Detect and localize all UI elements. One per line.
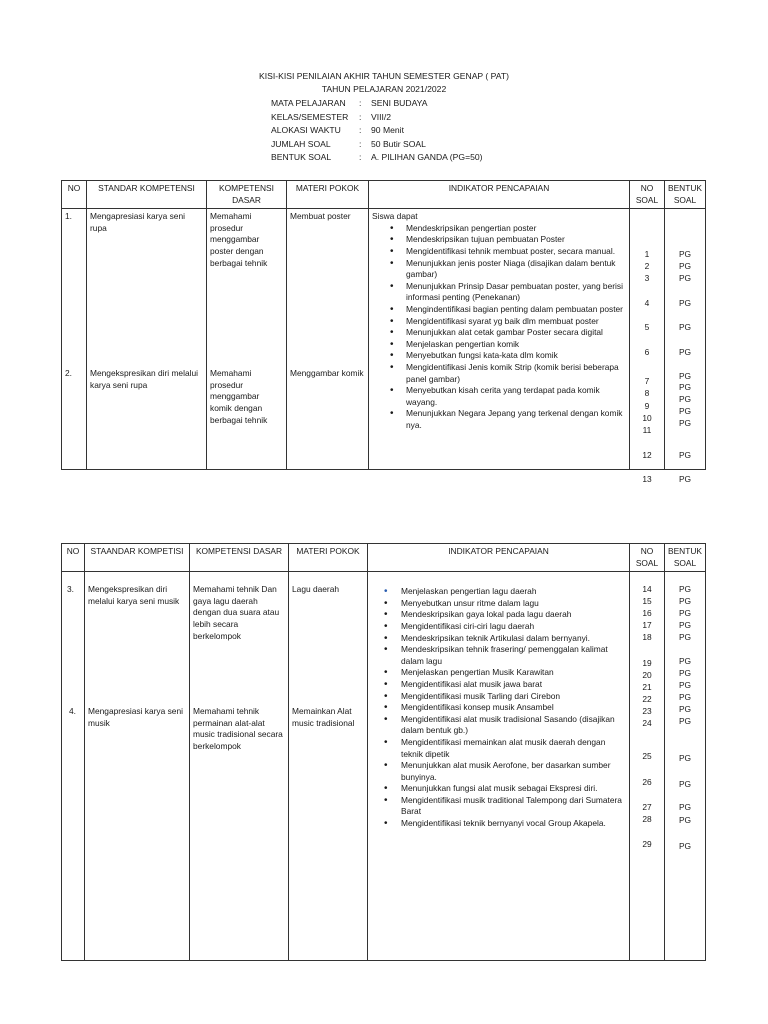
no-soal: 6 (644, 347, 650, 358)
bentuk-soal: PG (678, 261, 692, 272)
materi-pokok-text: Lagu daerah (292, 584, 340, 595)
indikator-item: • Mendeskripsikan gaya lokal pada lagu daerah (371, 609, 626, 621)
bentuk-soal: PG (678, 394, 692, 405)
kompetensi-dasar-text: Memahami tehnik permainan alat-alat music tradisional secara berkelompok (193, 706, 283, 751)
info-block (271, 97, 483, 165)
indikator-item: • Mengidentifikasi syarat yg baik dlm membuat poster (372, 316, 626, 328)
indikator-item: • Mengidentifikasi musik Tarling dari Cirebon (371, 691, 626, 703)
table-row (62, 572, 706, 961)
cell-no-soal (630, 209, 665, 485)
no-soal: 14 (642, 584, 652, 595)
info-colon: : (359, 98, 362, 108)
no-soal: 27 (642, 802, 652, 813)
info-value: SENI BUDAYA (371, 98, 428, 108)
indikator-item: • Menunjukkan alat cetak gambar Poster secara digital (372, 327, 626, 339)
no-soal: 1 (644, 249, 650, 260)
bentuk-soal: PG (678, 704, 692, 715)
header-materi-pokok: MATERI POKOK (287, 181, 369, 209)
materi-pokok-text: Membuat poster (290, 211, 351, 222)
header-no: NO (62, 181, 87, 209)
header-kompetensi-dasar: KOMPETENSI DASAR (190, 544, 289, 572)
table-header-row (62, 544, 706, 572)
no-soal: 4 (644, 298, 650, 309)
header-standar-kompetensi: STAANDAR KOMPETISI (85, 544, 190, 572)
no-soal: 20 (642, 670, 652, 681)
bentuk-soal: PG (678, 692, 692, 703)
indikator-item: • Menunjukkan fungsi alat musik sebagai Ekspresi diri. (371, 783, 626, 795)
cell-bentuk-soal (665, 209, 706, 485)
materi-pokok-text: Memainkan Alat music tradisional (292, 706, 355, 728)
indikator-item: • Menyebutkan kisah cerita yang terdapat pada komik wayang. (372, 385, 626, 408)
cell-no (62, 209, 87, 470)
header-materi-pokok: MATERI POKOK (289, 544, 368, 572)
no-soal: 15 (642, 596, 652, 607)
indikator-item: • Mengidentifikasi tehnik membuat poster, secara manual. (372, 246, 626, 258)
info-row (271, 151, 483, 165)
indikator-item: • Mendeskripsikan teknik Artikulasi dalam bernyanyi. (371, 633, 626, 645)
kompetensi-dasar-text: Memahami prosedur menggambar komik dengan berbagai tehnik (210, 368, 268, 425)
bentuk-soal: PG (678, 584, 692, 595)
header-no: NO (62, 544, 85, 572)
kompetensi-dasar-text: Memahami tehnik Dan gaya lagu daerah dengan dua suara atau lebih secara berkelompok (193, 584, 280, 641)
no-soal: 10 (642, 413, 652, 424)
no-soal: 24 (642, 718, 652, 729)
header-indikator: INDIKATOR PENCAPAIAN (368, 544, 630, 572)
no-soal: 2 (644, 261, 650, 272)
info-colon: : (359, 111, 362, 122)
title-line-2: TAHUN PELAJARAN 2021/2022 (321, 84, 447, 94)
bentuk-soal: PG (678, 753, 692, 764)
cell-materi-pokok (287, 209, 369, 470)
bentuk-soal: PG (678, 716, 692, 727)
no-soal: 13 (642, 474, 652, 485)
indikator-intro: Siswa dapat (372, 211, 418, 222)
kisi-table-2 (61, 543, 706, 961)
bentuk-soal: PG (678, 273, 692, 284)
cell-indikator (368, 572, 630, 961)
indikator-list (372, 223, 626, 432)
indikator-item: • Mengidentifikasi alat musik tradisional Sasando (disajikan dalam bentuk gb.) (371, 714, 626, 737)
bentuk-soal: PG (678, 620, 692, 631)
header-standar-kompetensi: STANDAR KOMPETENSI (87, 181, 207, 209)
bentuk-soal: PG (678, 802, 692, 813)
no-soal: 29 (642, 839, 652, 850)
header-no-soal: NO SOAL (630, 181, 665, 209)
no-soal: 7 (644, 376, 650, 387)
bentuk-soal: PG (678, 347, 692, 358)
no-soal: 19 (642, 658, 652, 669)
materi-pokok-text: Menggambar komik (290, 368, 364, 379)
header-kompetensi-dasar: KOMPETENSI DASAR (207, 181, 287, 209)
cell-materi-pokok (289, 572, 368, 961)
kompetensi-dasar-text: Memahami prosedur menggambar poster dengan berbagai tehnik (210, 211, 268, 268)
no-soal: 8 (644, 388, 650, 399)
no-soal: 5 (644, 322, 650, 333)
no-soal: 28 (642, 814, 652, 825)
kisi-table-1 (61, 180, 706, 485)
title-line-1: KISI-KISI PENILAIAN AKHIR TAHUN SEMESTER GENAP ( PAT) (259, 71, 509, 81)
bentuk-soal: PG (678, 249, 692, 260)
bentuk-soal: PG (678, 298, 692, 309)
no-soal: 25 (642, 751, 652, 762)
indikator-item: • Menjelaskan pengertian lagu daerah (371, 586, 626, 598)
document-header (0, 70, 768, 162)
indikator-item: • Mengidentifikasi teknik bernyanyi vocal Group Akapela. (371, 818, 626, 830)
info-value: A. PILIHAN GANDA (PG=50) (371, 152, 483, 162)
cell-standar-kompetensi (87, 209, 207, 470)
info-row (271, 124, 483, 138)
bentuk-soal: PG (678, 815, 692, 826)
info-colon: : (359, 152, 362, 162)
bentuk-soal: PG (678, 474, 692, 485)
indikator-item: • Menyebutkan unsur ritme dalam lagu (371, 598, 626, 610)
header-no-soal: NO SOAL (630, 544, 665, 572)
indikator-item: • Menunjukkan jenis poster Niaga (disajikan dalam bentuk gambar) (372, 258, 626, 281)
indikator-item: • Menunjukkan Negara Jepang yang terkenal dengan komik nya. (372, 408, 626, 431)
info-label: JUMLAH SOAL (271, 138, 331, 149)
indikator-item: • Mendeskripsikan tujuan pembuatan Poster (372, 234, 626, 246)
no-soal: 12 (642, 450, 652, 461)
indikator-item: • Mengidentifikasi musik traditional Talempong dari Sumatera Barat (371, 795, 626, 818)
info-row (271, 111, 483, 125)
cell-kompetensi-dasar (207, 209, 287, 470)
indikator-item: • Menjelaskan pengertian Musik Karawitan (371, 667, 626, 679)
no-soal: 18 (642, 632, 652, 643)
bentuk-soal: PG (678, 596, 692, 607)
row-number: 4. (69, 706, 76, 717)
cell-standar-kompetensi (85, 572, 190, 961)
info-colon: : (359, 138, 362, 149)
cell-indikator (369, 209, 630, 470)
indikator-item: • Mengidentifikasi Jenis komik Strip (komik berisi beberapa panel gambar) (372, 362, 626, 385)
bentuk-soal: PG (678, 382, 692, 393)
indikator-item: • Mendeskripsikan tehnik frasering/ pemenggalan kalimat dalam lagu (371, 644, 626, 667)
indikator-item: • Menyebutkan fungsi kata-kata dlm komik (372, 350, 626, 362)
bentuk-soal: PG (678, 608, 692, 619)
info-value: 90 Menit (371, 125, 404, 135)
indikator-item: • Mendeskripsikan pengertian poster (372, 223, 626, 235)
no-soal: 17 (642, 620, 652, 631)
table-row (62, 209, 706, 470)
info-label: MATA PELAJARAN (271, 98, 346, 108)
cell-no (62, 572, 85, 961)
standar-kompetensi-text: Mengekspresikan diri melalui karya seni rupa (90, 368, 198, 390)
info-colon: : (359, 125, 362, 135)
info-label: KELAS/SEMESTER (271, 111, 349, 122)
bentuk-soal: PG (678, 371, 692, 382)
no-soal: 9 (644, 401, 650, 412)
indikator-item: • Mengidentifikasi memainkan alat musik daerah dengan teknik dipetik (371, 737, 626, 760)
no-soal: 11 (642, 425, 652, 436)
info-row (271, 138, 483, 152)
table-header-row (62, 181, 706, 209)
bentuk-soal: PG (678, 668, 692, 679)
bentuk-soal: PG (678, 779, 692, 790)
header-indikator: INDIKATOR PENCAPAIAN (369, 181, 630, 209)
standar-kompetensi-text: Mengekspresikan diri melalui karya seni musik (88, 584, 180, 606)
bentuk-soal: PG (678, 656, 692, 667)
indikator-item: • Menjelaskan pengertian komik (372, 339, 626, 351)
info-label: ALOKASI WAKTU (271, 125, 341, 135)
row-number: 2. (65, 368, 72, 379)
no-soal: 22 (642, 694, 652, 705)
indikator-item: • Menunjukkan Prinsip Dasar pembuatan poster, yang berisi informasi penting (Penekanan) (372, 281, 626, 304)
row-number: 1. (65, 211, 72, 222)
info-row (271, 97, 483, 111)
bentuk-soal: PG (678, 632, 692, 643)
header-bentuk-soal: BENTUK SOAL (665, 544, 706, 572)
no-soal: 21 (642, 682, 652, 693)
bentuk-soal: PG (678, 841, 692, 852)
indikator-list (371, 586, 626, 829)
cell-kompetensi-dasar (190, 572, 289, 961)
indikator-item: • Mengidentifikasi konsep musik Ansambel (371, 702, 626, 714)
no-soal: 26 (642, 777, 652, 788)
bentuk-soal: PG (678, 418, 692, 429)
no-soal: 16 (642, 608, 652, 619)
standar-kompetensi-text: Mengapresiasi karya seni rupa (90, 211, 185, 233)
no-soal: 3 (644, 273, 650, 284)
bentuk-soal: PG (678, 450, 692, 461)
indikator-item: • Menunjukkan alat musik Aerofone, ber dasarkan sumber bunyinya. (371, 760, 626, 783)
indikator-item: • Mengindentifikasi bagian penting dalam pembuatan poster (372, 304, 626, 316)
indikator-item: • Mengidentifikasi alat musik jawa barat (371, 679, 626, 691)
no-soal: 23 (642, 706, 652, 717)
bentuk-soal: PG (678, 322, 692, 333)
bentuk-soal: PG (678, 680, 692, 691)
cell-no-soal (630, 572, 665, 961)
info-value: VIII/2 (371, 111, 392, 122)
row-number: 3. (67, 584, 74, 595)
cell-bentuk-soal (665, 572, 706, 961)
indikator-item: • Mengidentifikasi ciri-ciri lagu daerah (371, 621, 626, 633)
info-label: BENTUK SOAL (271, 152, 332, 162)
header-bentuk-soal: BENTUK SOAL (665, 181, 706, 209)
bentuk-soal: PG (678, 406, 692, 417)
info-value: 50 Butir SOAL (371, 138, 426, 149)
standar-kompetensi-text: Mengapresiasi karya seni musik (88, 706, 183, 728)
